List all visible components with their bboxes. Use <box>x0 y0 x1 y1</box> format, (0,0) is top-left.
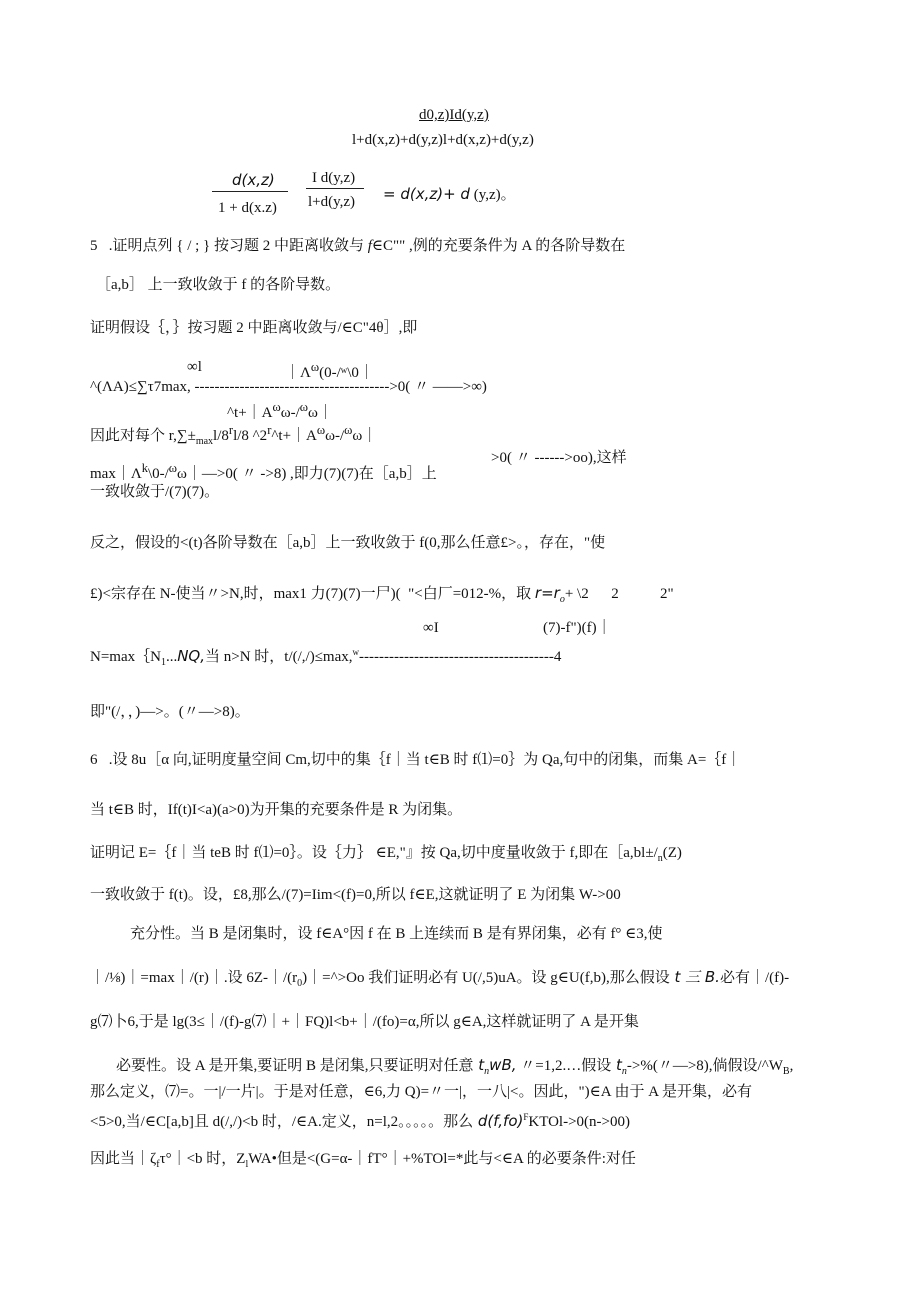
eq2-frac2-numerator: I d(y,z) <box>312 170 356 186</box>
max-line-right: >0( 〃 ------>oo),这样 <box>491 450 627 466</box>
eq1-denominator: l+d(x,z)+d(y,z)l+d(x,z)+d(y,z) <box>352 132 534 148</box>
sufficiency-line1: 充分性。当 B 是闭集时，设 f∈A°因 f 在 B 上连续而 B 是有界闭集，必有 f° ∈3,使 <box>130 926 663 942</box>
eq2-frac2-bar <box>306 188 364 189</box>
uniform1-line: 一致收敛于/(7)(7)。 <box>90 484 220 500</box>
problem6-line1: 6 .设 8u［α 向,证明度量空间 Cm,切中的集｛f｜当 t∈B 时 f⑴=0｝为 Qa,句中的闭集，而集 A=｛f｜ <box>90 752 742 768</box>
problem5-line2: ［a,b］ 上一致收敛于 f 的各阶导数。 <box>96 277 341 293</box>
sum-middle: ^(ΛA)≤∑τ7max, --------------------------------------->0( 〃 ——>∞) <box>90 379 487 395</box>
proof1-line: 证明假设｛，｝按习题 2 中距离收敛与/∈C"4θ］,即 <box>90 320 418 336</box>
sum-top-left: ∞l <box>187 359 202 375</box>
necessity-line1: 必要性。设 A 是开集,要证明 B 是闭集,只要证明对任意 $t_nwB$, 〃=1,2.…假设 $t_n->\%$(〃—>8),倘假设$/\^{}W_B$, <box>116 1056 794 1077</box>
sufficiency-line2: ｜/⅛)｜=max｜/(r)｜.设 $6Z-|/(r_0)|=\^{}>Oo$ 我们证明必有 U(/,5)uA。设 g∈U(f,b),那么假设 t 三 B.必有｜/(f)- <box>90 968 790 989</box>
nmax-line: $N=\max\{N_1...NQ$,当 n>N 时，t/(/,/)≤max,$^w$---------------------------------------4 <box>90 647 562 668</box>
last-line: 因此当$|\zeta_f\tau^\circ|<b$ 时，$Z_lWA•$但是<(G=α-｜fT°｜+%TOl=*此与<∈A 的必要条件:对任 <box>90 1151 636 1170</box>
nmax-top-right: (7)-f")(f)｜ <box>543 620 612 636</box>
converse-line2: £)<宗存在 N-使当〃>N,时，max1 力(7)(7)一尸)( "<白厂=012-%，取 $r=r_o+$ \2 2 2" <box>90 584 674 605</box>
converse-line1: 反之，假设的<(t)各阶导数在［a,b］上一致收敛于 f(0,那么任意£>。，存在，"使 <box>90 535 606 551</box>
nmax-top-left: ∞I <box>423 620 439 636</box>
eq2-frac1-numerator: d(x,z) <box>232 171 275 189</box>
necessity-line2: 那么定义，⑺=。一|/一片|。于是对任意，∈6,力 Q)=〃一|，一八|<。因此，")∈A 由于 A 是开集，必有 <box>90 1084 752 1100</box>
eq2-frac1-bar <box>212 191 288 192</box>
sufficiency-line3: g⑺卜6,于是 lg(3≤｜/(f)-g⑺｜+｜FQ)l<b+｜/(fo)=α,所以 g∈A,这样就证明了 A 是开集 <box>90 1014 639 1030</box>
eq2-frac2-denominator: l+d(y,z) <box>308 194 356 210</box>
eq2-frac1-denominator: 1 + d(x.z) <box>218 200 277 216</box>
eq1-numerator: d0,z)Id(y,z) <box>419 107 489 123</box>
sum-top-right: $|\Lambda^\omega(0-/ʷ\backslash 0|$ <box>285 360 374 381</box>
problem5-line1: 5 .证明点列 { / ; } 按习题 2 中距离收敛与 f∈C"" ,例的充要条件为 A 的各阶导数在 <box>90 238 626 254</box>
because-line: 因此对每个 $r,\sum\pm_{max}l/8^rl/8$ $\^{}2^r\^{}t+|A^\omega\omega-/^\omega\omega|$ <box>90 423 378 447</box>
sum-bottom: $\^{}t+|A^\omega\omega-/^\omega\omega|$ <box>227 400 333 421</box>
uniform2-line: 一致收敛于 f(t)。设，£8,那么/(7)=Iim<(f)=0,所以 f∈E,这就证明了 E 为闭集 W->00 <box>90 887 621 903</box>
ji-line: 即"(/，，)—>。(〃—>8)。 <box>90 704 250 720</box>
eq2-rhs: = d(x,z)+ d (y,z)。 <box>383 185 516 203</box>
proof2-line: 证明记 E=｛f｜当 teB 时 f⑴=0｝。设｛力｝ ∈E,"』按 Qa,切中度量收敛于 f,即在$[a,bl\pm/_n(Z)$ <box>90 845 682 864</box>
necessity-line3: <5>0,当/∈C[a,b]且 d(/,/)<b 时，/∈A.定义，n=l,2。。。。。那么 $d(f,fo)^FKTOl->0(n->00)$ <box>90 1112 630 1130</box>
problem6-line2: 当 t∈B 时，If(t)I<a)(a>0)为开集的充要条件是 R 为闭集。 <box>90 802 463 818</box>
max-line: $\max|\Lambda^k\backslash 0-/^\omega\omega|—>0$( 〃 ->8) ,即力(7)(7)在［a,b］上 <box>90 461 437 482</box>
